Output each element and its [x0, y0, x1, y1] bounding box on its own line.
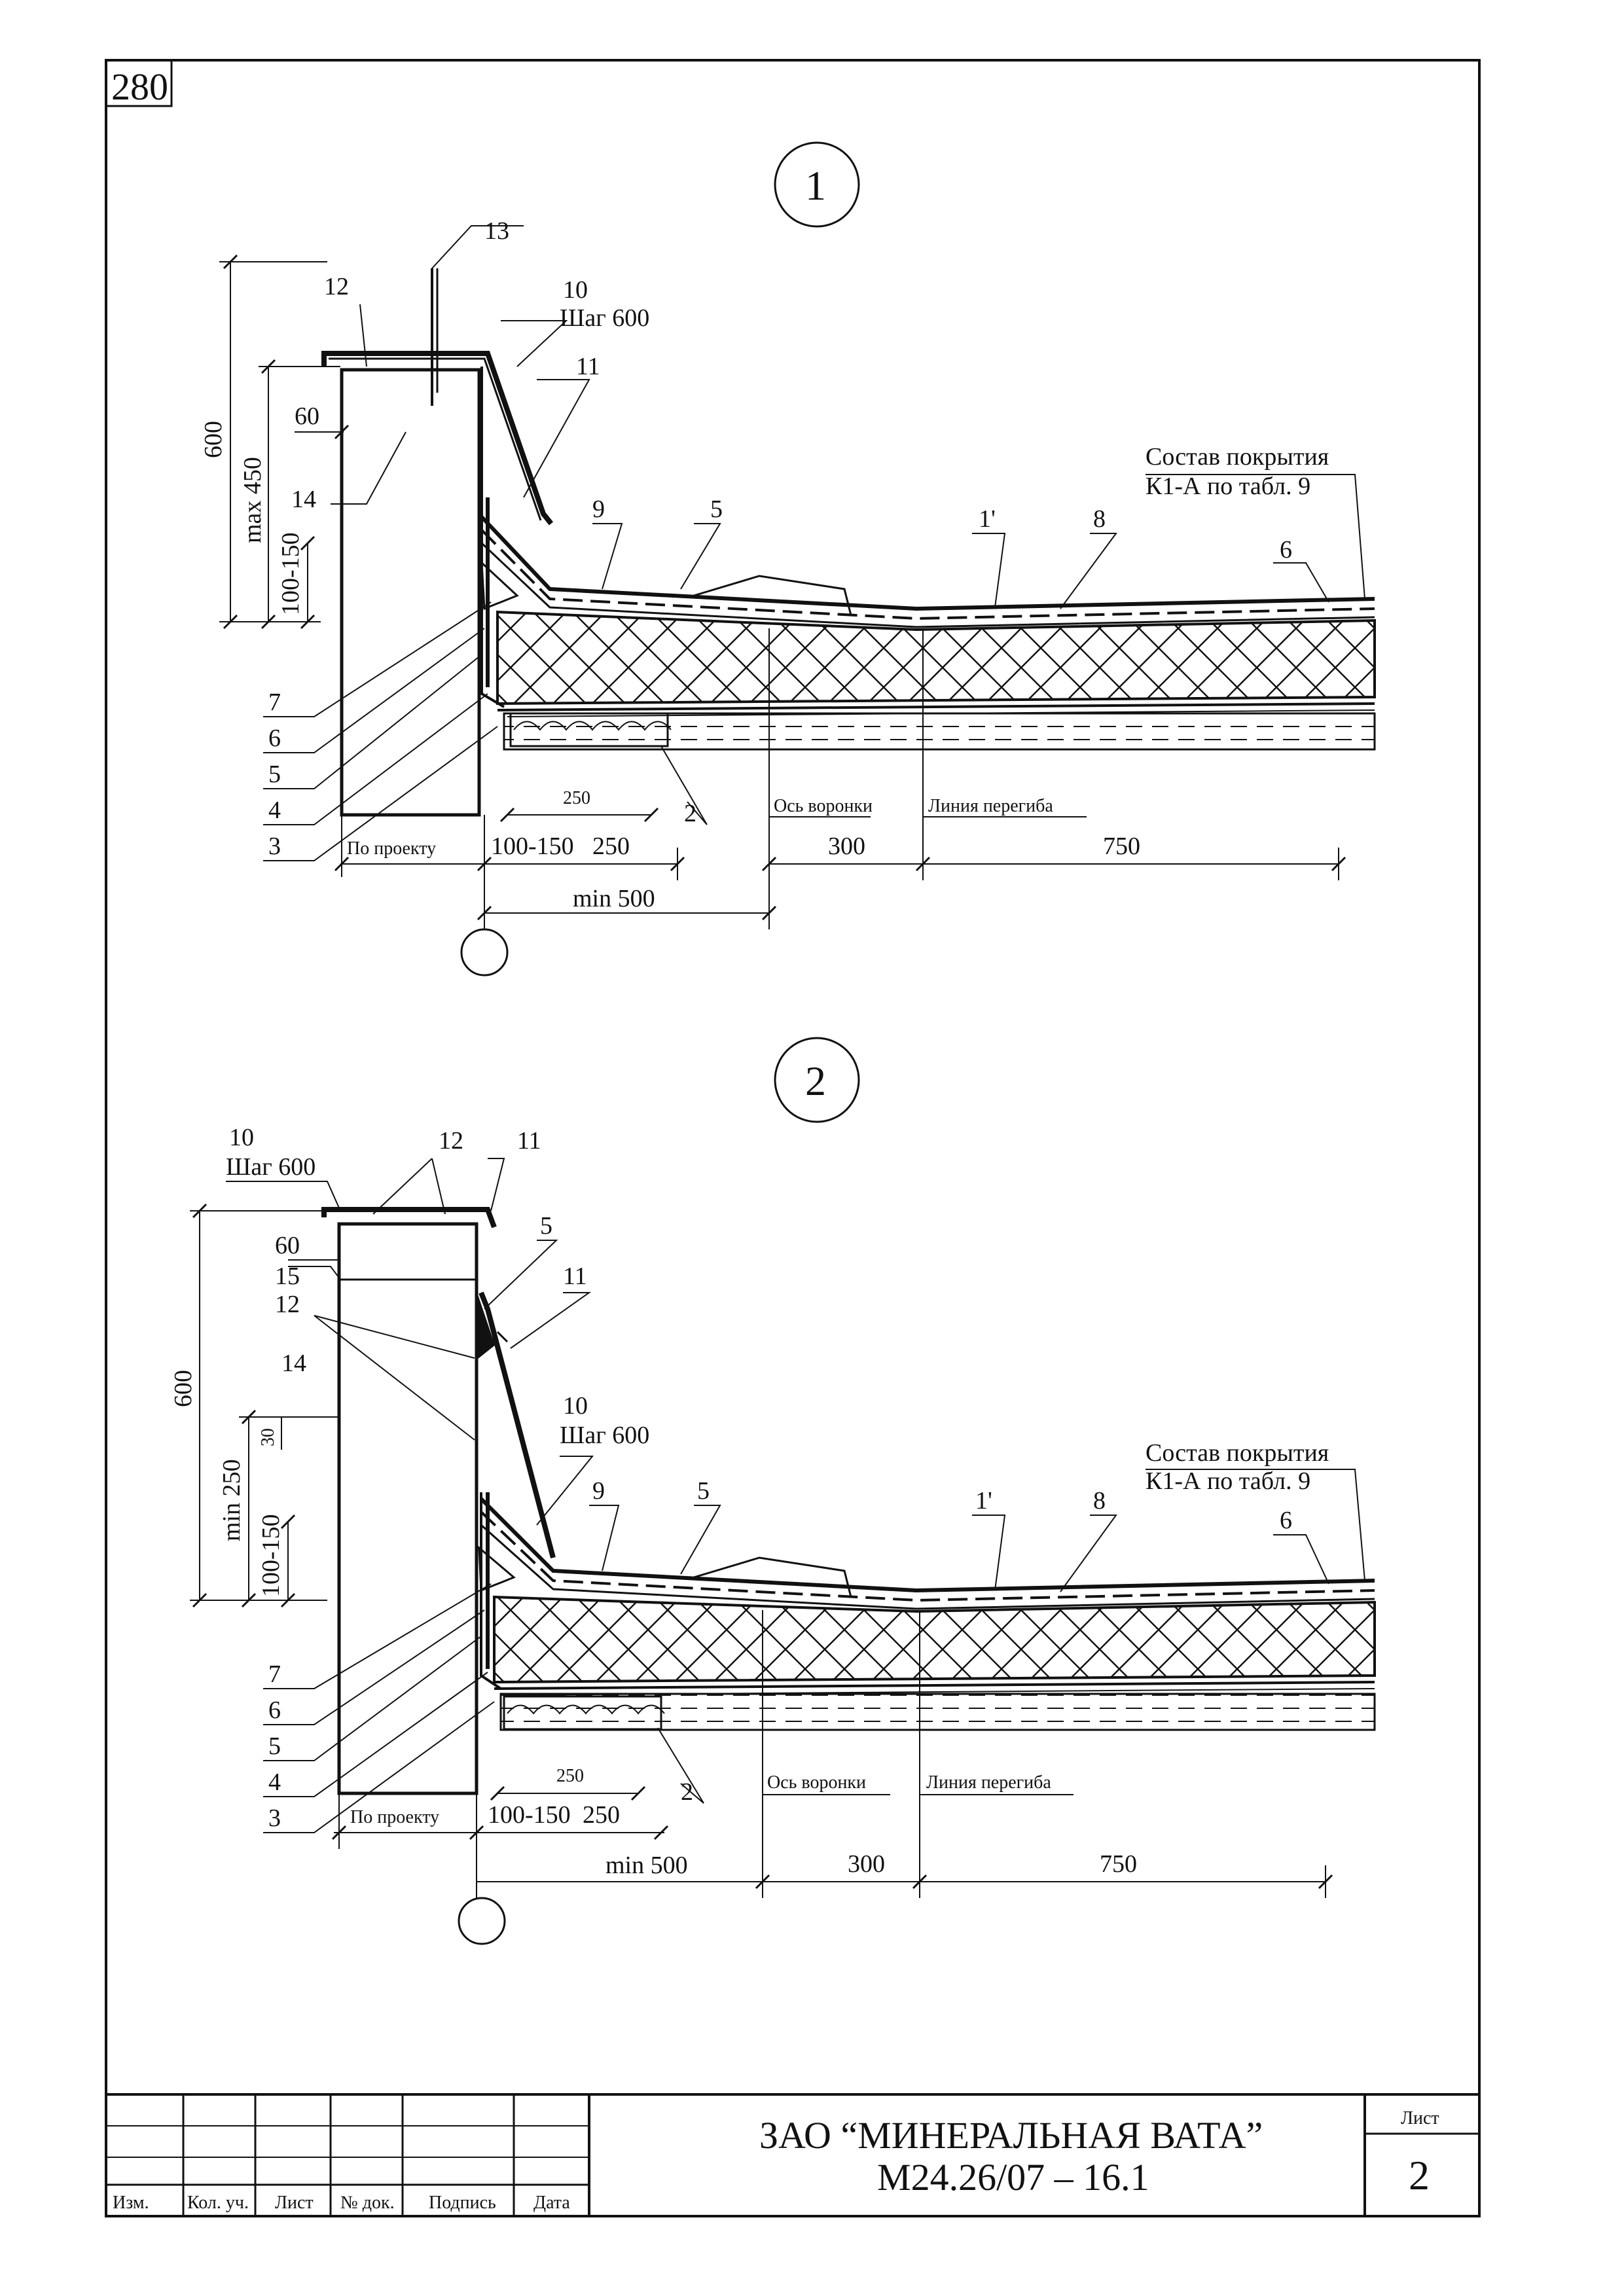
- title-block: [106, 2094, 1479, 2216]
- dim-300: 300: [828, 833, 865, 860]
- callout-10-note: Шаг 600: [560, 304, 650, 332]
- dim-min250: min 250: [218, 1459, 245, 1541]
- grid-axis-circle-2: [459, 1898, 505, 1944]
- dim-30: 30: [258, 1428, 278, 1446]
- composition-line-1: Состав покрытия: [1146, 1439, 1329, 1467]
- callout-9: 9: [592, 1477, 605, 1505]
- callout-3: 3: [268, 1804, 281, 1832]
- dim-250-small: 250: [556, 1766, 584, 1786]
- callout-6: 6: [1280, 536, 1292, 564]
- dim-60: 60: [295, 403, 319, 430]
- callout-12: 12: [439, 1127, 463, 1155]
- stamp-col-podpis: Подпись: [429, 2193, 496, 2213]
- stamp-col-list: Лист: [275, 2193, 314, 2213]
- sheet-label: Лист: [1401, 2108, 1439, 2128]
- callout-5: 5: [540, 1212, 552, 1240]
- callout-12: 12: [324, 273, 349, 300]
- stamp-col-doc: № док.: [340, 2193, 395, 2213]
- callout-11: 11: [517, 1127, 541, 1155]
- dim-600: 600: [170, 1370, 197, 1407]
- callout-4: 4: [268, 1768, 281, 1796]
- stamp-col-izm: Изм.: [113, 2193, 149, 2213]
- callout-13: 13: [484, 217, 509, 245]
- callout-8: 8: [1093, 505, 1106, 533]
- callout-10b: 10: [563, 1392, 588, 1420]
- callout-12b: 12: [275, 1291, 300, 1318]
- sheet-number: 2: [1409, 2152, 1430, 2198]
- parapet-wall-2: [339, 1224, 477, 1793]
- dim-250-small: 250: [563, 788, 590, 808]
- callout-14: 14: [291, 486, 316, 513]
- dim-300: 300: [848, 1850, 885, 1878]
- composition-line-2: К1-А по табл. 9: [1146, 473, 1311, 500]
- dim-100-150: 100-150: [491, 833, 574, 860]
- deck-slab-2: [501, 1694, 1375, 1730]
- sheet-frame: [106, 60, 1479, 2216]
- callout-2: 2: [684, 800, 696, 827]
- composition-line-1: Состав покрытия: [1146, 443, 1329, 471]
- dim-min500: min 500: [573, 885, 655, 912]
- dim-po-proektu: По проекту: [350, 1807, 440, 1827]
- callout-9: 9: [592, 495, 605, 523]
- document-code: М24.26/07 – 16.1: [877, 2156, 1149, 2198]
- stamp-col-kol-uch: Кол. уч.: [187, 2193, 249, 2213]
- callout-10b-note: Шаг 600: [560, 1422, 650, 1449]
- roof-deck-1: [497, 704, 1375, 710]
- callout-11b: 11: [563, 1263, 587, 1290]
- callout-6: 6: [1280, 1507, 1292, 1534]
- detail-1-number: 1: [805, 162, 826, 209]
- roof-membrane-2: [481, 1499, 1375, 1590]
- dim-min500: min 500: [605, 1852, 688, 1879]
- dim-750: 750: [1103, 833, 1140, 860]
- detail-2: [170, 1038, 1375, 1944]
- callout-8: 8: [1093, 1487, 1106, 1515]
- grid-axis-circle-1: [461, 929, 507, 975]
- dim-750: 750: [1100, 1850, 1137, 1878]
- callout-3: 3: [268, 833, 281, 860]
- callout-1p: 1': [979, 505, 996, 533]
- detail-2-number: 2: [805, 1058, 826, 1104]
- dim-po-proektu: По проекту: [347, 838, 437, 859]
- page-number: 280: [111, 65, 168, 108]
- dim-60: 60: [275, 1232, 300, 1259]
- dim-100-150-v: 100-150: [277, 532, 304, 615]
- dim-600: 600: [200, 421, 227, 458]
- callout-7: 7: [268, 689, 281, 716]
- axis-drain: Ось воронки: [774, 796, 873, 816]
- fold-line: Линия перегиба: [926, 1772, 1051, 1793]
- dim-250: 250: [592, 833, 630, 860]
- detail-1: [200, 143, 1375, 975]
- parapet-wall-1: [342, 370, 479, 815]
- callout-6b: 6: [268, 1696, 281, 1724]
- callout-14: 14: [281, 1350, 306, 1377]
- callout-1p: 1': [975, 1487, 992, 1515]
- callout-5b: 5: [268, 761, 281, 788]
- callout-10: 10: [229, 1124, 254, 1151]
- callout-5: 5: [710, 495, 723, 523]
- callout-2: 2: [681, 1778, 693, 1806]
- stamp-col-data: Дата: [533, 2193, 570, 2213]
- callout-15: 15: [275, 1263, 300, 1290]
- composition-line-2: К1-А по табл. 9: [1146, 1467, 1311, 1495]
- dim-max450: max 450: [239, 457, 266, 543]
- callout-7: 7: [268, 1660, 281, 1688]
- axis-drain: Ось воронки: [767, 1772, 867, 1793]
- fold-line: Линия перегиба: [928, 796, 1053, 816]
- dim-250: 250: [583, 1801, 620, 1829]
- callout-5b: 5: [268, 1732, 281, 1760]
- callout-6b: 6: [268, 725, 281, 752]
- insulation-2: [494, 1597, 1375, 1682]
- deck-slab-1: [504, 713, 1375, 749]
- callout-10: 10: [563, 276, 588, 304]
- dim-100-150-v: 100-150: [257, 1514, 285, 1597]
- callout-10-note: Шаг 600: [226, 1153, 316, 1181]
- roof-membrane-1: [482, 517, 1375, 609]
- company-name: ЗАО “МИНЕРАЛЬНАЯ ВАТА”: [759, 2114, 1263, 2157]
- callout-11: 11: [576, 353, 600, 380]
- callout-5c: 5: [697, 1477, 710, 1505]
- dim-100-150: 100-150: [488, 1801, 571, 1829]
- callout-4: 4: [268, 797, 281, 824]
